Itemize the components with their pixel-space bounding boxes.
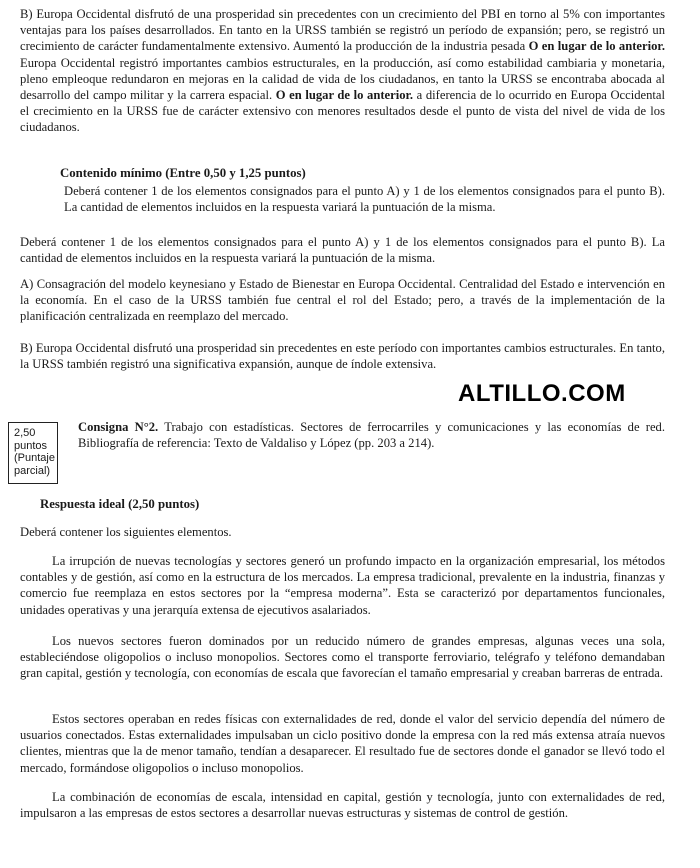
deberá-contener-line: Deberá contener los siguientes elementos. [20, 525, 232, 539]
answer-paragraph-4: La combinación de economías de escala, intensidad en capital, gestión y tecnología, junto con externalidades de red, impulsaron a las empresas de estos sectores a desarrollar nuevas estructuras y sistemas de control de gestión. [20, 790, 665, 821]
bold-run: O en lugar de lo anterior. [528, 39, 665, 54]
score-box [8, 422, 58, 484]
answer-paragraph-3: Estos sectores operaban en redes físicas con externalidades de red, donde el valor del servicio dependía del número de usuarios conectados. Estas externalidades impulsaban un ciclo positivo donde la empresa con la red más extensa atraía nuevos clientes, mientras que la de menor tamaño, tendían a desaparecer. El resultado fue de sectores donde el ganador se llevó todo el mercado, formándose oligopolios o incluso monopolios. [20, 712, 665, 775]
bold-run: O en lugar de lo anterior. [275, 88, 414, 103]
consigna-text: Trabajo con estadísticas. Sectores de ferrocarriles y comunicaciones y las economías de red. Bibliografía de referencia: Texto de Valdaliso y López (pp. 203 a 214). [78, 420, 665, 451]
respuesta-ideal-heading: Respuesta ideal (2,50 puntos) [40, 497, 200, 511]
score-note: parcial) [14, 464, 51, 477]
text-run: B) Europa Occidental disfrutó de una prosperidad sin precedentes con un crecimiento del PBI en torno al 5% con importantes ventajas para los países desarrollados. En tanto en la URSS también se registró un período de expansión; pero, se registró un crecimiento de carácter fundamentalmente extensivo. Aumentó la producción de la industria pesada [20, 7, 665, 54]
paragraph-b-expanded [20, 6, 665, 136]
contenido-minimo-text: Deberá contener 1 de los elementos consignados para el punto A) y 1 de los elementos consignados para el punto B). La cantidad de elementos incluidos en la respuesta variará la puntuación de la misma. [64, 184, 665, 215]
answer-paragraph-2: Los nuevos sectores fueron dominados por un reducido número de grandes empresas, algunas veces una sola, estableciéndose oligopolios o incluso monopolios. Sectores como el transporte ferroviario, telégrafo y teléfono demandaban gran capital, gestión y tecnología, con economías de escala que favorecían el tamaño empresarial y creaban barreras de entrada. [20, 634, 665, 681]
consigna-label: Consigna N°2. [78, 420, 159, 434]
contenido-minimo-heading: Contenido mínimo (Entre 0,50 y 1,25 puntos) [60, 166, 306, 180]
paragraph-a: A) Consagración del modelo keynesiano y Estado de Bienestar en Europa Occidental. Centralidad del Estado e intervención en la economía. En el caso de la URSS también fue central el rol del Estado; pero, a través de la implementación de la planificación centralizada en reemplazo del mercado. [20, 277, 665, 324]
score-note: (Puntaje [14, 452, 55, 464]
text-run: Europa Occidental registró importantes cambios estructurales, en la producción, así como estabilidad cambiaria y monetaria, pleno empleoque redundaron en mejoras en la calidad de vida de los ciudadanos, en tanto la URSS se encontraba abocada al desarrollo del campo militar y la carrera espacial. [20, 55, 665, 103]
paragraph-b-short: B) Europa Occidental disfrutó una prosperidad sin precedentes en este período con importantes cambios estructurales. En tanto, la URSS también registró una significativa expansión, aunque de índole extensiva. [20, 341, 665, 372]
text-run: a diferencia de lo ocurrido en Europa Occidental el crecimiento en la URSS fue de carácter extensivo con menores resultados desde el punto de vista del nivel de vida de los ciudadanos. [20, 88, 665, 135]
paragraph-repeat: Deberá contener 1 de los elementos consignados para el punto A) y 1 de los elementos consignados para el punto B). La cantidad de elementos incluidos en la respuesta variará la puntuación de la misma. [20, 235, 665, 266]
consigna-paragraph [78, 419, 665, 451]
score-value: 2,50 [14, 427, 36, 439]
watermark-logo: ALTILLO.COM [458, 380, 626, 407]
score-unit: puntos [14, 439, 48, 452]
answer-paragraph-1: La irrupción de nuevas tecnologías y sectores generó un profundo impacto en la organización empresarial, los métodos contables y de gestión, así como en la estructura de los mercados. La empresa tradicional, prevalente en la industria, finanzas y comercio fue reemplaza en estos sectores por la “empresa moderna”. Esta se caracterizó por departamentos funcionales, unidades operativas y una jerarquía extensa de ejecutivos asalariados. [20, 554, 665, 617]
